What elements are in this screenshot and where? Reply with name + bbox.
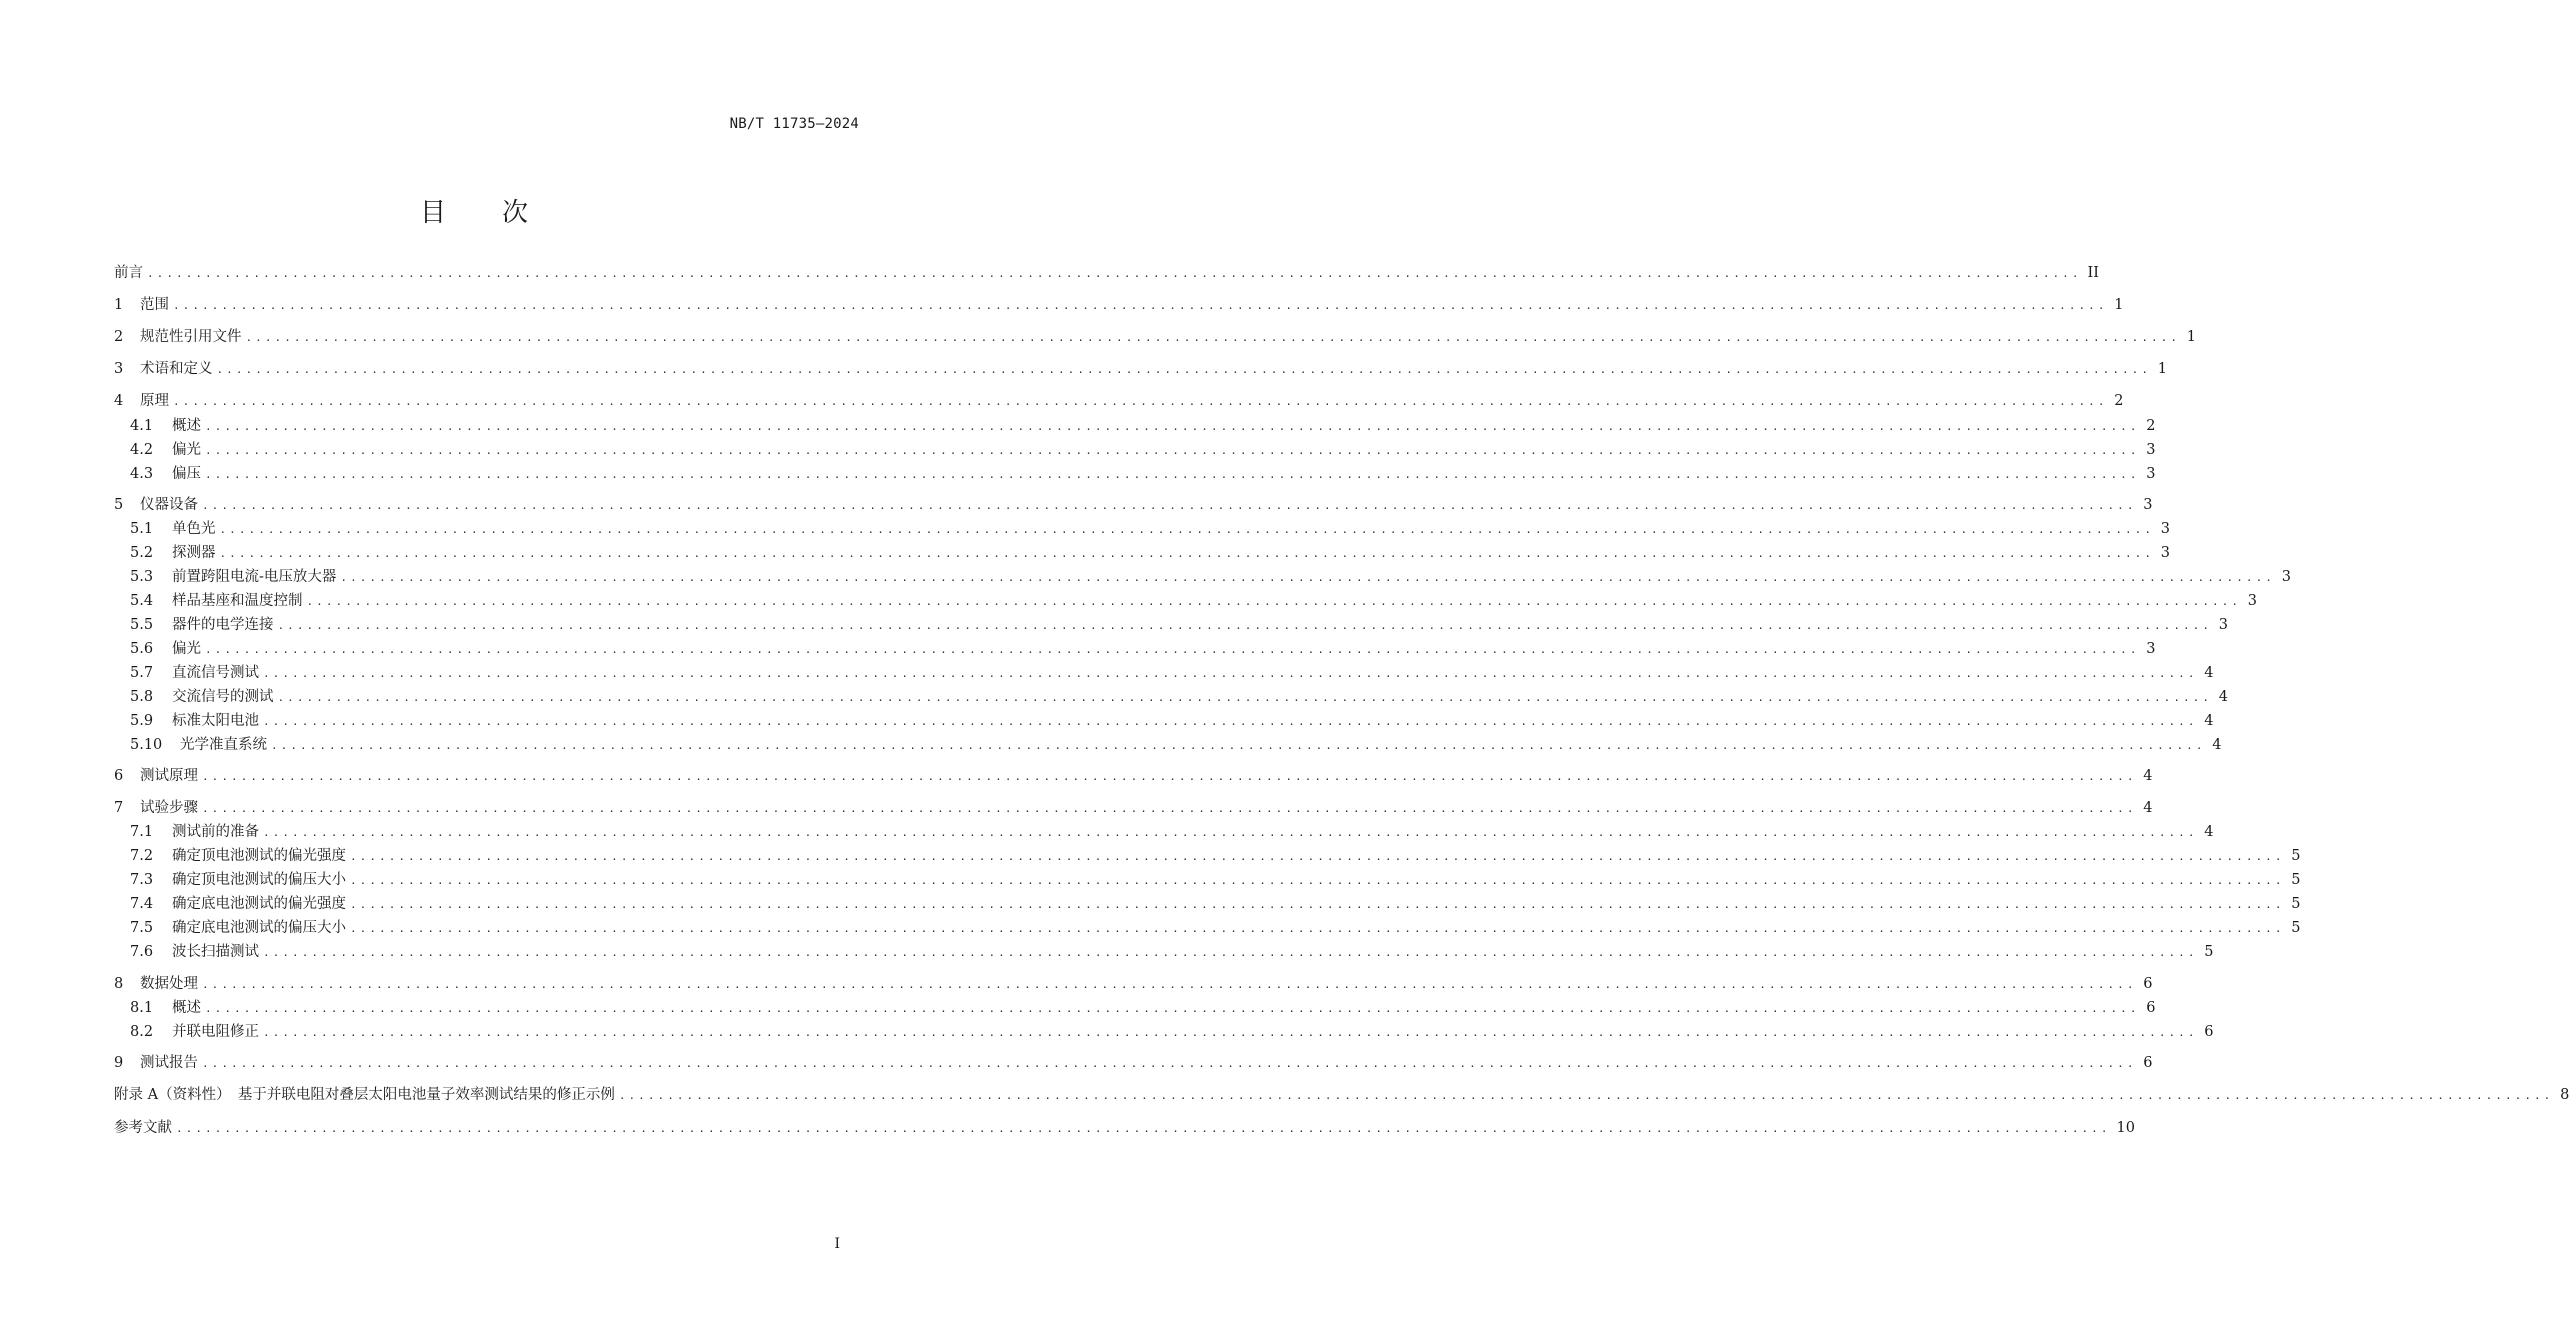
- toc-entry-label: 标准太阳电池: [172, 713, 259, 729]
- toc-entry-label: 测试前的准备: [172, 824, 259, 840]
- standard-code: NB/T 11735—2024: [729, 116, 859, 132]
- toc-entry[interactable]: [130, 734, 2222, 756]
- toc-entry-number: 4.2: [130, 442, 154, 458]
- toc-entry-label: 测试原理: [140, 768, 198, 784]
- toc-entry-label: 偏光: [172, 442, 201, 458]
- toc-entry-page: 4: [2218, 689, 2229, 705]
- toc-dot-leader: ........................................................................................................................................................................................................: [277, 691, 2213, 704]
- toc-entry[interactable]: [130, 997, 2156, 1019]
- toc-entry-number: 2: [114, 329, 124, 345]
- toc-entry-page: 2: [2114, 393, 2124, 409]
- toc-dot-leader: ........................................................................................................................................................................................................: [202, 499, 2137, 512]
- toc-entry[interactable]: [130, 662, 2214, 684]
- toc-entry-number: 8: [114, 976, 124, 992]
- toc-dot-leader: ........................................................................................................................................................................................................: [205, 643, 2140, 656]
- toc-dot-leader: ........................................................................................................................................................................................................: [350, 850, 2285, 863]
- toc-entry-page: 4: [2143, 768, 2153, 784]
- toc-entry[interactable]: [130, 710, 2214, 732]
- toc-entry-label: 确定底电池测试的偏压大小: [172, 920, 346, 936]
- toc-entry[interactable]: [130, 463, 2156, 485]
- toc-entry-number: 9: [114, 1055, 124, 1071]
- toc-entry[interactable]: [114, 797, 2153, 819]
- toc-entry-label: 探测器: [172, 545, 216, 561]
- toc-entry-page: 6: [2143, 976, 2153, 992]
- toc-entry-label: 测试报告: [140, 1055, 198, 1071]
- toc-entry-page: 10: [2116, 1120, 2135, 1136]
- toc-entry-label: 单色光: [172, 521, 216, 537]
- toc-entry-label: 直流信号测试: [172, 665, 259, 681]
- toc-entry[interactable]: [114, 294, 2124, 316]
- toc-entry-label: 波长扫描测试: [172, 944, 259, 960]
- toc-entry-number: 4.1: [130, 418, 154, 434]
- toc-entry[interactable]: [130, 1021, 2214, 1043]
- toc-dot-leader: ........................................................................................................................................................................................................: [263, 826, 2198, 839]
- toc-entry-number: 1: [114, 297, 124, 313]
- toc-entry-number: 7.2: [130, 848, 154, 864]
- toc-dot-leader: ........................................................................................................................................................................................................: [263, 1026, 2198, 1039]
- toc-entry-label: 交流信号的测试: [172, 689, 274, 705]
- toc-entry[interactable]: [130, 590, 2258, 612]
- toc-entry[interactable]: [130, 415, 2156, 437]
- toc-dot-leader: ........................................................................................................................................................................................................: [147, 267, 2082, 280]
- toc-entry[interactable]: [114, 1084, 2569, 1106]
- toc-dot-leader: ........................................................................................................................................................................................................: [202, 978, 2137, 991]
- toc-entry-label: 前言: [114, 265, 143, 281]
- toc-entry-label: 概述: [172, 418, 201, 434]
- toc-dot-leader: ........................................................................................................................................................................................................: [277, 619, 2213, 632]
- toc-entry-page: 5: [2291, 848, 2301, 864]
- toc-entry-page: 1: [2114, 297, 2124, 313]
- toc-dot-leader: ........................................................................................................................................................................................................: [202, 802, 2137, 815]
- toc-entry-number: 5.3: [130, 569, 154, 585]
- toc-entry-number: 5.10: [130, 737, 163, 753]
- toc-dot-leader: ........................................................................................................................................................................................................: [216, 363, 2152, 376]
- toc-entry-page: 3: [2146, 442, 2156, 458]
- toc-entry[interactable]: [130, 439, 2156, 461]
- toc-entry[interactable]: [114, 1052, 2153, 1074]
- toc-entry-page: 3: [2143, 497, 2153, 513]
- toc-entry[interactable]: [130, 518, 2171, 540]
- toc-entry-label: 确定底电池测试的偏光强度: [172, 896, 346, 912]
- toc-entry-label: 前置跨阻电流-电压放大器: [172, 569, 337, 585]
- toc-entry-number: 6: [114, 768, 124, 784]
- toc-dot-leader: ........................................................................................................................................................................................................: [263, 946, 2198, 959]
- toc-entry-page: 3: [2218, 617, 2229, 633]
- toc-entry-page: 1: [2157, 361, 2168, 377]
- toc-entry-number: 5.9: [130, 713, 154, 729]
- toc-entry-page: 8: [2560, 1087, 2569, 1103]
- toc-entry-number: 4.3: [130, 466, 154, 482]
- toc-dot-leader: ........................................................................................................................................................................................................: [245, 331, 2181, 344]
- toc-entry-label: 范围: [140, 297, 169, 313]
- toc-dot-leader: ........................................................................................................................................................................................................: [340, 571, 2275, 584]
- toc-entry-label: 仪器设备: [140, 497, 198, 513]
- page-number: I: [834, 1236, 840, 1252]
- toc-entry-page: 2: [2146, 418, 2156, 434]
- toc-dot-leader: ........................................................................................................................................................................................................: [205, 420, 2140, 433]
- toc-entry-number: 3: [114, 361, 124, 377]
- toc-entry[interactable]: [114, 765, 2153, 787]
- toc-entry[interactable]: [130, 542, 2171, 564]
- toc-entry-page: 3: [2281, 569, 2291, 585]
- toc-entry-label: 偏光: [172, 641, 201, 657]
- toc-entry[interactable]: [130, 821, 2214, 843]
- toc-entry-number: 5.8: [130, 689, 154, 705]
- toc-entry-page: 4: [2212, 737, 2222, 753]
- toc-dot-leader: ........................................................................................................................................................................................................: [202, 770, 2137, 783]
- toc-entry-number: 5: [114, 497, 124, 513]
- toc-entry[interactable]: [130, 614, 2229, 636]
- toc-entry-page: 5: [2291, 872, 2301, 888]
- toc-entry-label: 并联电阻修正: [172, 1024, 259, 1040]
- toc-entry-page: 6: [2146, 1000, 2156, 1016]
- title-char-2: 次: [502, 198, 531, 228]
- toc-entry-number: 5.4: [130, 593, 154, 609]
- toc-entry[interactable]: [130, 917, 2301, 939]
- toc-entry-page: 5: [2291, 896, 2301, 912]
- toc-entry-label: 参考文献: [114, 1120, 172, 1136]
- toc-entry-label: 附录 A（资料性） 基于并联电阻对叠层太阳电池量子效率测试结果的修正示例: [114, 1087, 615, 1103]
- toc-entry[interactable]: [130, 893, 2301, 915]
- toc-entry[interactable]: [130, 566, 2291, 588]
- toc-entry-page: 4: [2204, 824, 2214, 840]
- toc-dot-leader: ........................................................................................................................................................................................................: [271, 739, 2206, 752]
- toc-entry-number: 8.1: [130, 1000, 154, 1016]
- toc-entry-page: 3: [2247, 593, 2258, 609]
- toc-entry-page: 3: [2160, 521, 2171, 537]
- toc-entry-label: 样品基座和温度控制: [172, 593, 303, 609]
- toc-entry[interactable]: [130, 845, 2301, 867]
- toc-entry-label: 概述: [172, 1000, 201, 1016]
- toc-dot-leader: ........................................................................................................................................................................................................: [173, 395, 2108, 408]
- toc-entry[interactable]: [114, 973, 2153, 995]
- toc-entry[interactable]: [130, 686, 2229, 708]
- toc-entry[interactable]: [114, 262, 2099, 284]
- toc-entry-page: 4: [2143, 800, 2153, 816]
- toc-entry-page: 4: [2204, 665, 2214, 681]
- toc-entry-number: 7: [114, 800, 124, 816]
- toc-entry-number: 8.2: [130, 1024, 154, 1040]
- toc-entry-page: 5: [2204, 944, 2214, 960]
- toc-dot-leader: ........................................................................................................................................................................................................: [205, 444, 2140, 457]
- toc-entry-page: II: [2087, 265, 2099, 281]
- toc-entry-label: 规范性引用文件: [140, 329, 242, 345]
- toc-entry[interactable]: [130, 869, 2301, 891]
- toc-dot-leader: ........................................................................................................................................................................................................: [173, 299, 2108, 312]
- toc-dot-leader: ........................................................................................................................................................................................................: [263, 667, 2198, 680]
- toc-entry[interactable]: [130, 941, 2214, 963]
- toc-dot-leader: ........................................................................................................................................................................................................: [219, 523, 2155, 536]
- toc-entry-number: 5.5: [130, 617, 154, 633]
- page-title: [0, 192, 950, 229]
- toc-entry-label: 确定顶电池测试的偏光强度: [172, 848, 346, 864]
- toc-dot-leader: ........................................................................................................................................................................................................: [263, 715, 2198, 728]
- toc-entry[interactable]: [114, 390, 2124, 412]
- toc-dot-leader: ........................................................................................................................................................................................................: [205, 1002, 2140, 1015]
- toc-entry-label: 数据处理: [140, 976, 198, 992]
- toc-entry-label: 偏压: [172, 466, 201, 482]
- toc-dot-leader: ........................................................................................................................................................................................................: [219, 547, 2155, 560]
- toc-dot-leader: ........................................................................................................................................................................................................: [205, 468, 2140, 481]
- toc-entry-page: 3: [2146, 641, 2156, 657]
- toc-entry-page: 4: [2204, 713, 2214, 729]
- toc-entry-page: 3: [2160, 545, 2171, 561]
- toc-entry[interactable]: [114, 1117, 2135, 1139]
- toc-dot-leader: ........................................................................................................................................................................................................: [306, 595, 2242, 608]
- toc-entry-page: 3: [2146, 466, 2156, 482]
- toc-entry-number: 4: [114, 393, 124, 409]
- toc-entry-number: 5.2: [130, 545, 154, 561]
- toc-entry-number: 7.4: [130, 896, 154, 912]
- toc-dot-leader: ........................................................................................................................................................................................................: [176, 1122, 2111, 1135]
- toc-entry[interactable]: [114, 358, 2168, 380]
- toc-entry[interactable]: [114, 326, 2197, 348]
- toc-entry-page: 5: [2291, 920, 2301, 936]
- toc-entry-number: 5.6: [130, 641, 154, 657]
- toc-entry-page: 1: [2186, 329, 2197, 345]
- toc-entry-page: 6: [2143, 1055, 2153, 1071]
- toc-entry-label: 器件的电学连接: [172, 617, 274, 633]
- toc-entry-label: 试验步骤: [140, 800, 198, 816]
- toc-dot-leader: ........................................................................................................................................................................................................: [350, 922, 2285, 935]
- toc-dot-leader: ........................................................................................................................................................................................................: [350, 874, 2285, 887]
- toc-entry-number: 7.5: [130, 920, 154, 936]
- toc-entry-number: 7.1: [130, 824, 154, 840]
- toc-entry-number: 7.3: [130, 872, 154, 888]
- toc-dot-leader: ........................................................................................................................................................................................................: [202, 1057, 2137, 1070]
- toc-entry-page: 6: [2204, 1024, 2214, 1040]
- toc-entry[interactable]: [114, 494, 2153, 516]
- toc-entry-label: 原理: [140, 393, 169, 409]
- toc-entry[interactable]: [130, 638, 2156, 660]
- toc-entry-number: 5.7: [130, 665, 154, 681]
- toc-entry-label: 术语和定义: [140, 361, 213, 377]
- toc-entry-label: 确定顶电池测试的偏压大小: [172, 872, 346, 888]
- toc-entry-number: 7.6: [130, 944, 154, 960]
- toc-entry-label: 光学准直系统: [180, 737, 267, 753]
- toc-entry-number: 5.1: [130, 521, 154, 537]
- title-char-1: 目: [419, 198, 448, 228]
- toc-dot-leader: ........................................................................................................................................................................................................: [618, 1089, 2554, 1102]
- toc-dot-leader: ........................................................................................................................................................................................................: [350, 898, 2285, 911]
